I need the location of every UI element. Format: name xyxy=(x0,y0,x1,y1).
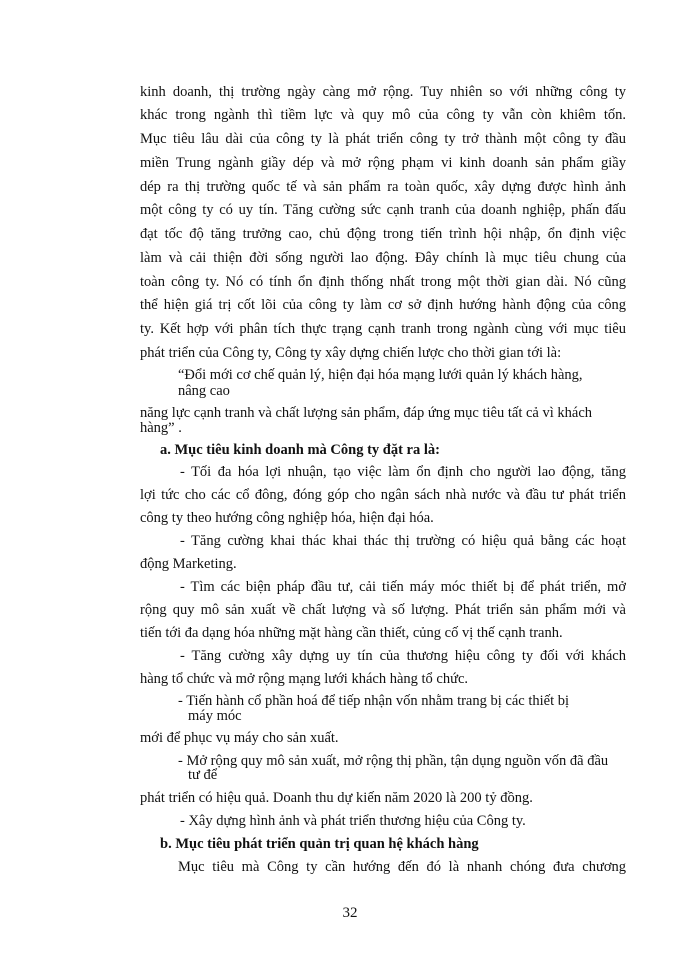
page-number: 32 xyxy=(342,905,358,921)
section-heading: b. Mục tiêu phát triển quản trị quan hệ khách hàng xyxy=(160,836,479,852)
section-heading: a. Mục tiêu kinh doanh mà Công ty đặt ra là: xyxy=(160,442,440,458)
text-line: thể hiện giá trị cốt lõi của công ty làm cơ sở định hướng hành động của công xyxy=(140,297,626,313)
text-line: năng lực cạnh tranh và chất lượng sản phẩm, đáp ứng mục tiêu tất cả vì khách xyxy=(140,405,592,421)
text-line: dép ra thị trường quốc tế và sản phẩm ra toàn quốc, xây dựng được hình ảnh xyxy=(140,179,626,195)
text-line: - Xây dựng hình ảnh và phát triển thương hiệu của Công ty. xyxy=(180,813,526,829)
text-line: nâng cao xyxy=(178,383,230,399)
text-line: tiến tới đa dạng hóa những mặt hàng cần thiết, củng cố vị thế cạnh tranh. xyxy=(140,625,563,641)
text-line: làm và cải thiện đời sống người lao động. Đây chính là mục tiêu chung của xyxy=(140,250,626,266)
text-line: kinh doanh, thị trường ngày càng mở rộng. Tuy nhiên so với những công ty xyxy=(140,84,626,100)
text-line: một công ty có uy tín. Tăng cường sức cạnh tranh của doanh nghiệp, phấn đấu xyxy=(140,202,626,218)
text-line: Mục tiêu mà Công ty cần hướng đến đó là nhanh chóng đưa chương xyxy=(178,859,626,875)
text-line: - Tăng cường khai thác khai thác thị trường có hiệu quả bằng các hoạt xyxy=(180,533,626,549)
text-line: toàn công ty. Nó có tính ổn định thống nhất trong một thời gian dài. Nó cũng xyxy=(140,274,626,290)
text-line: lợi tức cho các cổ đông, đóng góp cho ngân sách nhà nước và đầu tư phát triển xyxy=(140,487,626,503)
text-line: Mục tiêu lâu dài của công ty là phát triển công ty trở thành một công ty đầu xyxy=(140,131,626,147)
text-line: phát triển có hiệu quả. Doanh thu dự kiến năm 2020 là 200 tỷ đồng. xyxy=(140,790,533,806)
text-line: đạt tốc độ tăng trưởng cao, chủ động trong tiến trình hội nhập, ổn định việc xyxy=(140,226,626,242)
text-line: “Đổi mới cơ chế quản lý, hiện đại hóa mạng lưới quản lý khách hàng, xyxy=(178,367,583,383)
text-line: mới để phục vụ máy cho sản xuất. xyxy=(140,730,339,746)
text-line: ty. Kết hợp với phân tích thực trạng cạnh tranh trong ngành cùng với mục tiêu xyxy=(140,321,626,337)
text-line: hàng tổ chức và mở rộng mạng lưới khách hàng tổ chức. xyxy=(140,671,469,687)
text-line: tư để xyxy=(188,767,218,783)
text-line: - Tăng cường xây dựng uy tín của thương hiệu công ty đối với khách xyxy=(180,648,626,664)
text-line: miền Trung ngành giầy dép và mở rộng phạm vi kinh doanh sản phẩm giầy xyxy=(140,155,626,171)
text-line: hàng” . xyxy=(140,420,182,436)
text-line: phát triển của Công ty, Công ty xây dựng chiến lược cho thời gian tới là: xyxy=(140,345,562,361)
text-line: công ty theo hướng công nghiệp hóa, hiện đại hóa. xyxy=(140,510,434,526)
text-line: - Mở rộng quy mô sản xuất, mở rộng thị phần, tận dụng nguồn vốn đã đầu xyxy=(178,753,609,769)
text-line: khác trong ngành thì tiềm lực và quy mô của công ty vẫn còn khiêm tốn. xyxy=(140,107,626,123)
text-line: - Tiến hành cổ phần hoá để tiếp nhận vốn nhằm trang bị các thiết bị xyxy=(178,693,570,709)
text-line: - Tìm các biện pháp đầu tư, cải tiến máy móc thiết bị để phát triển, mở xyxy=(180,579,626,595)
text-line: - Tối đa hóa lợi nhuận, tạo việc làm ổn định cho người lao động, tăng xyxy=(180,464,626,480)
text-line: động Marketing. xyxy=(140,556,237,572)
text-line: rộng quy mô sản xuất về chất lượng và số lượng. Phát triển sản phẩm mới và xyxy=(140,602,626,618)
text-line: máy móc xyxy=(188,708,242,724)
